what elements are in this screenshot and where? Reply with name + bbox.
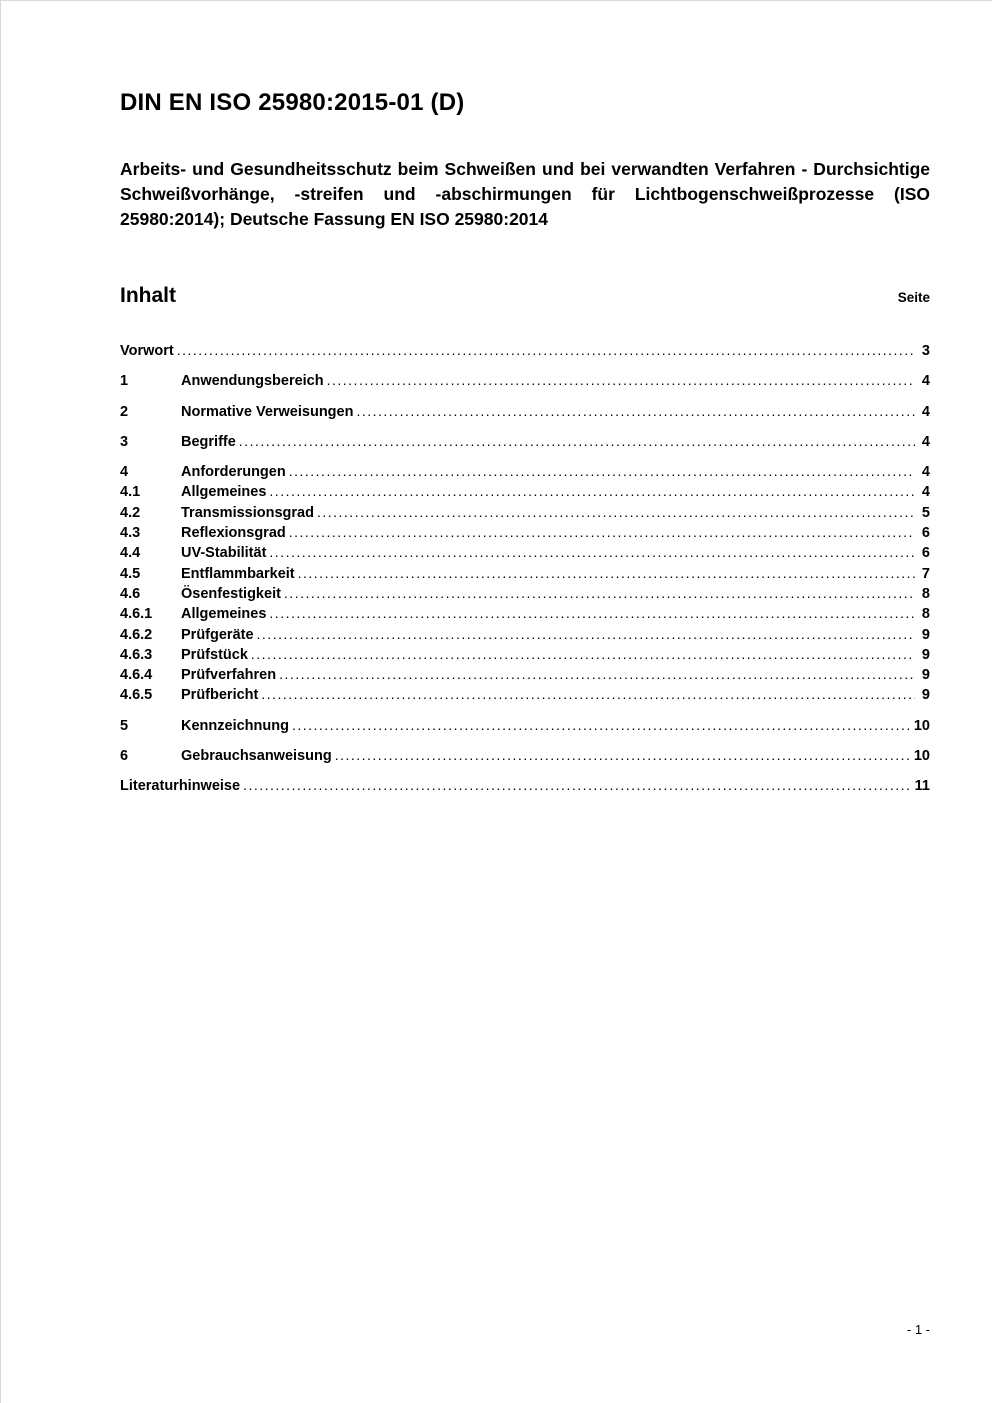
toc-entry-label: Reflexionsgrad xyxy=(181,525,286,542)
toc-entry-page: 6 xyxy=(921,525,930,542)
document-title: Arbeits- und Gesundheitsschutz beim Schweißen und bei verwandten Verfahren - Durchsichtige Schweißvorhänge, -streifen und -abschirmungen für Lichtbogenschweißprozesse (ISO 25980:2014); Deutsche Fassung EN ISO 25980:2014 xyxy=(120,159,930,229)
toc-entry xyxy=(120,564,930,584)
toc-leader-dots xyxy=(284,584,915,604)
toc-entry-label: Vorwort xyxy=(120,343,174,359)
toc-entry-page: 10 xyxy=(913,717,930,734)
toc-entry-page: 11 xyxy=(914,778,930,795)
toc-leader-dots xyxy=(298,564,915,584)
toc-entry-page: 4 xyxy=(921,484,930,501)
toc-entry-label: Anforderungen xyxy=(181,464,286,481)
toc-leader-dots xyxy=(251,645,915,665)
toc-entry-label: Allgemeines xyxy=(181,484,267,501)
toc-entry-number: 4.6.2 xyxy=(120,626,153,643)
toc-entry xyxy=(120,543,930,563)
toc-entry xyxy=(120,432,930,452)
toc-entry-number: 4.6.1 xyxy=(120,606,153,623)
toc-entry xyxy=(120,503,930,523)
toc-entry-page: 9 xyxy=(921,646,930,663)
toc-entry-page: 3 xyxy=(921,343,930,359)
toc-entry-label: Literaturhinweise xyxy=(120,778,241,795)
toc-entry-label: UV-Stabilität xyxy=(181,545,267,562)
toc-entry xyxy=(120,746,930,766)
toc-entry xyxy=(120,482,930,502)
toc-entry-number: 4.5 xyxy=(120,565,141,582)
toc-leader-dots xyxy=(257,625,915,645)
toc-entry xyxy=(120,685,930,705)
toc-entry xyxy=(120,402,930,422)
toc-entry-number: 6 xyxy=(120,748,129,765)
toc-leader-dots xyxy=(289,462,915,482)
toc-entry xyxy=(120,523,930,543)
toc-entry-label: Anwendungsbereich xyxy=(181,373,324,390)
toc-entry-number: 4.6.5 xyxy=(120,687,153,704)
toc-leader-dots xyxy=(177,341,915,361)
toc-leader-dots xyxy=(292,716,911,736)
footer-page-number: - 1 - xyxy=(906,1322,930,1337)
toc-entry-page: 7 xyxy=(921,565,930,582)
toc-entry-label: Ösenfestigkeit xyxy=(181,585,281,602)
toc-entry-page: 5 xyxy=(921,504,930,521)
toc-entry-number: 4 xyxy=(120,464,129,481)
toc xyxy=(120,341,930,797)
toc-entry-label: Entflammbarkeit xyxy=(181,565,295,582)
toc-entry xyxy=(120,462,930,482)
toc-entry xyxy=(120,776,930,796)
toc-entry-label: Transmissionsgrad xyxy=(181,504,314,521)
toc-entry-number: 4.3 xyxy=(120,525,141,542)
toc-entry-label: Prüfbericht xyxy=(181,687,259,704)
toc-entry-label: Prüfgeräte xyxy=(181,626,254,643)
toc-entry-label: Allgemeines xyxy=(181,606,267,623)
toc-entry xyxy=(120,665,930,685)
toc-entry-page: 8 xyxy=(921,585,930,602)
toc-entry xyxy=(120,645,930,665)
toc-entry-page: 6 xyxy=(921,545,930,562)
toc-entry-number: 4.6.3 xyxy=(120,646,153,663)
toc-leader-dots xyxy=(269,604,915,624)
toc-entry-page: 4 xyxy=(921,403,930,420)
toc-entry-label: Begriffe xyxy=(181,433,236,450)
toc-leader-dots xyxy=(239,432,915,452)
toc-entry-page: 9 xyxy=(921,667,930,684)
toc-entry xyxy=(120,584,930,604)
toc-entry-page: 4 xyxy=(921,373,930,390)
toc-entry-number: 3 xyxy=(120,433,129,450)
toc-entry-number: 4.4 xyxy=(120,545,141,562)
toc-entry-page: 9 xyxy=(921,687,930,704)
document-number: DIN EN ISO 25980:2015-01 (D) xyxy=(120,89,465,116)
toc-leader-dots xyxy=(317,503,915,523)
toc-leader-dots xyxy=(356,402,915,422)
toc-entry-page: 10 xyxy=(913,748,930,765)
toc-heading: Inhalt xyxy=(120,284,176,307)
toc-entry xyxy=(120,625,930,645)
toc-leader-dots xyxy=(261,685,915,705)
toc-entry-page: 4 xyxy=(921,433,930,450)
toc-leader-dots xyxy=(289,523,915,543)
toc-page-column-label: Seite xyxy=(897,290,930,305)
toc-leader-dots xyxy=(269,543,915,563)
toc-leader-dots xyxy=(269,482,915,502)
toc-leader-dots xyxy=(327,371,915,391)
toc-entry-label: Kennzeichnung xyxy=(181,717,289,734)
toc-entry-number: 2 xyxy=(120,403,129,420)
toc-entry-label: Gebrauchsanweisung xyxy=(181,748,332,765)
toc-entry xyxy=(120,604,930,624)
toc-entry-number: 4.6.4 xyxy=(120,667,153,684)
toc-entry-number: 5 xyxy=(120,717,129,734)
toc-entry-label: Normative Verweisungen xyxy=(181,403,354,420)
toc-entry xyxy=(120,341,930,361)
toc-entry-number: 4.6 xyxy=(120,585,141,602)
toc-entry xyxy=(120,371,930,391)
toc-entry-page: 9 xyxy=(921,626,930,643)
toc-leader-dots xyxy=(279,665,915,685)
toc-entry-page: 4 xyxy=(921,464,930,481)
toc-entry xyxy=(120,716,930,736)
toc-entry-number: 1 xyxy=(120,373,129,390)
toc-leader-dots xyxy=(335,746,911,766)
toc-entry-number: 4.2 xyxy=(120,504,141,521)
toc-leader-dots xyxy=(243,776,912,796)
toc-heading-row xyxy=(120,284,930,308)
toc-entry-label: Prüfstück xyxy=(181,646,248,663)
toc-entry-label: Prüfverfahren xyxy=(181,667,277,684)
toc-entry-number: 4.1 xyxy=(120,484,141,501)
toc-entry-page: 8 xyxy=(921,606,930,623)
